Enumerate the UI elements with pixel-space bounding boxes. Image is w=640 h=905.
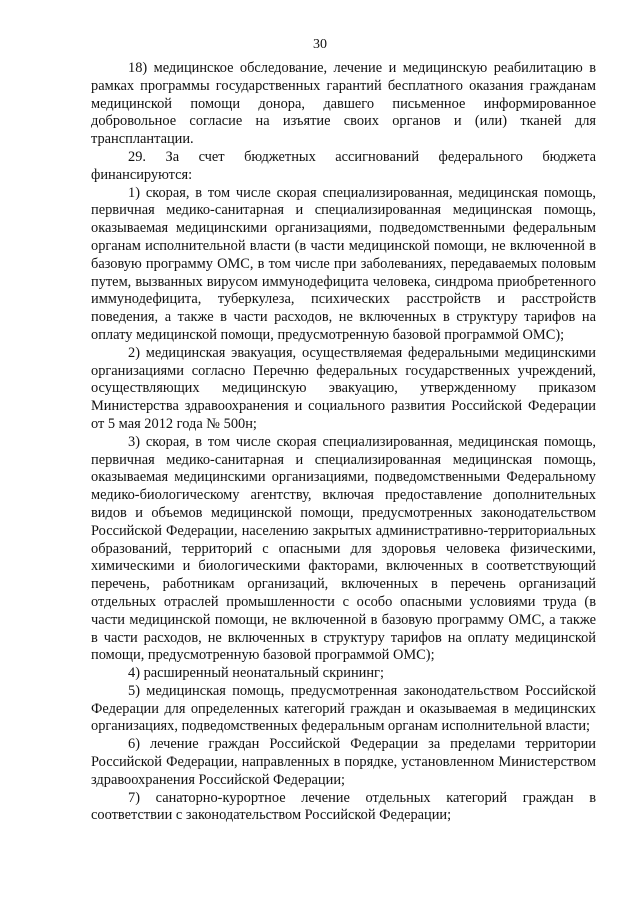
document-body: [91, 60, 596, 825]
paragraph-item-6: 6) лечение граждан Российской Федерации за пределами территории Российской Федерации, направленных в порядке, установленном Министерством здравоохранения Российской Федерации;: [91, 736, 596, 788]
paragraph-item-4: 4) расширенный неонатальный скрининг;: [128, 665, 384, 682]
paragraph-item-1: 1) скорая, в том числе скорая специализированная, медицинская помощь, первичная медико-санитарная и специализированная медицинская помощь, оказываемая медицинскими организациями, подведомственными федеральным органам исполнительной власти (в части медицинской помощи, не включенной в базовую программу ОМС, в том числе при заболеваниях, передаваемых половым путем, вызванных вирусом иммунодефицита человека, синдрома приобретенного иммунодефицита, туберкулеза, психических расстройств и расстройств поведения, а также в части расходов, не включенных в структуру тарифов на оплату медицинской помощи, предусмотренную базовой программой ОМС);: [91, 184, 596, 343]
page-number: 30: [313, 37, 327, 52]
paragraph-item-3: 3) скорая, в том числе скорая специализированная, медицинская помощь, первичная медико-санитарная и специализированная медицинская помощь, оказываемая медицинскими организациями, подведомственными Федеральному медико-биологическому агентству, включая предоставление дополнительных видов и объемов медицинской помощи, предусмотренных законодательством Российской Федерации, населению закрытых административно-территориальных образований, территорий с опасными для здоровья человека физическими, химическими и биологическими факторами, включенных в соответствующий перечень, работникам организаций, включенных в перечень организаций отдельных отраслей промышленности с особо опасными условиями труда (в части медицинской помощи, не включенной в базовую программу ОМС, а также в части расходов, не включенных в структуру тарифов на оплату медицинской помощи, предусмотренную базовой программой ОМС);: [91, 433, 596, 664]
paragraph-item-7: 7) санаторно-курортное лечение отдельных категорий граждан в соответствии с законодательством Российской Федерации;: [91, 789, 596, 824]
paragraph-item-2: 2) медицинская эвакуация, осуществляемая федеральными медицинскими организациями согласно Перечню федеральных государственных учреждений, осуществляющих медицинскую эвакуацию, утвержденному приказом Министерства здравоохранения и социального развития Российской Федерации от 5 мая 2012 года № 500н;: [91, 344, 596, 432]
paragraph-item-18: 18) медицинское обследование, лечение и медицинскую реабилитацию в рамках программы государственных гарантий бесплатного оказания гражданам медицинской помощи донора, давшего письменное информированное добровольное согласие на изъятие своих органов и (или) тканей для трансплантации.: [91, 60, 596, 148]
paragraph-section-29: 29. За счет бюджетных ассигнований федерального бюджета финансируются:: [91, 148, 596, 183]
paragraph-item-5: 5) медицинская помощь, предусмотренная законодательством Российской Федерации для определенных категорий граждан и оказываемая в медицинских организациях, подведомственных федеральным органам исполнительной власти;: [91, 682, 596, 735]
